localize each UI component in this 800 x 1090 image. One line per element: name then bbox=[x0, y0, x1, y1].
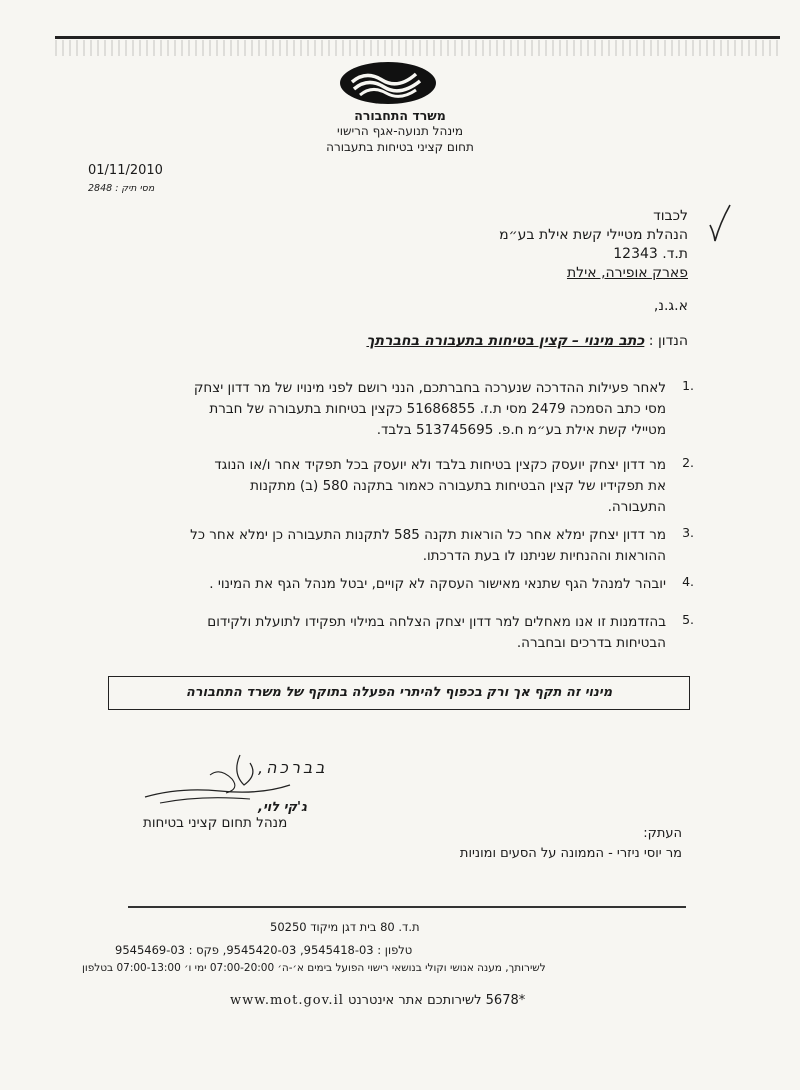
item-number: 2. bbox=[682, 455, 694, 470]
top-rule bbox=[55, 36, 780, 39]
check-mark-icon bbox=[706, 203, 732, 247]
item-number: 5. bbox=[682, 612, 694, 627]
file-number: מסי תיק : 2848 bbox=[88, 183, 155, 194]
recipient-po-box: ת.ד. 12343 bbox=[613, 246, 688, 262]
item-number: 4. bbox=[682, 574, 694, 589]
item-line: מסי כתב הסמכה 2479 מסי ת.ז. 51686855 כקצין בטיחות בתעבורה של חברת bbox=[209, 401, 666, 417]
ministry-name: משרד התחבורה bbox=[354, 108, 446, 123]
validity-notice: מינוי זה תקף אך ורק בכפוף להיתרי הפעלה בתוקף של משרד התחבורה bbox=[108, 676, 690, 710]
item-line: בהזדמנות זו אנו מאחלים למר דדון יצחק הצלחה במילוי תפקידו לתועלת ולקידום bbox=[207, 614, 666, 630]
scan-noise bbox=[55, 40, 780, 56]
greeting: א.ג.נ, bbox=[653, 298, 688, 314]
subject-text: כתב מינוי – קצין בטיחות בתעבורה בחברתך bbox=[366, 333, 645, 349]
cc-recipient: מר יוסי ניזרי - הממונה על הסעים ומוניות bbox=[459, 846, 682, 861]
item-text bbox=[62, 612, 666, 654]
item-text bbox=[62, 574, 666, 595]
division-name: תחום קציני בטיחות בתעבורה bbox=[326, 140, 474, 154]
footer-address: ת.ד. 80 בית דגן מיקוד 50250 bbox=[270, 920, 420, 934]
item-line: הבטיחות בדרכים ובחברה. bbox=[516, 635, 666, 651]
ministry-logo-icon bbox=[338, 60, 438, 110]
item-line: מר דדון יצחק ימלא אחר כל הוראות תקנה 585 לתקנות התעבורה כן ימלא אחר כל bbox=[190, 527, 666, 543]
item-line: מר דדון יצחק יועסק כקצין בטיחות בלבד ולא יועסק בכל תפקיד אחר ו/או הנוגד bbox=[214, 457, 666, 473]
item-text bbox=[62, 525, 666, 567]
cc-label: העתק: bbox=[643, 826, 682, 841]
recipient-company: הנהלת מטיילי קשת אילת בע״מ bbox=[499, 227, 688, 243]
footer-rule bbox=[128, 906, 686, 908]
recipient-salutation: לכבוד bbox=[653, 208, 688, 224]
footer-internet bbox=[230, 993, 525, 1008]
item-line: ההוראות וההנחיות שניתנו לו בעת הדרכתו. bbox=[422, 548, 666, 564]
item-text bbox=[62, 455, 666, 518]
footer-service-hours: לשירותך, מענה אנושי וקולי בנושאי רישוי הפועל בימים א׳-ה׳ 07:00-20:00 ימי ו׳ 07:00-13:00 בטלפון bbox=[82, 962, 546, 974]
item-line: יובהר למנהל הגף שתנאי מאישור העסקה לא קויים, יבטל מנהל הגף את המינוי . bbox=[209, 576, 666, 592]
website-link[interactable]: www.mot.gov.il bbox=[230, 993, 344, 1008]
item-line: את תפקידיו של קצין הבטיחות בתעבורה כאמור בתקנה 580 (ב) מתקנות bbox=[250, 478, 666, 494]
signer-title: מנהל תחום קציני בטיחות bbox=[143, 815, 288, 831]
subject-line bbox=[366, 333, 688, 349]
recipient-address: פארק אופירה, אילת bbox=[566, 265, 688, 281]
letter-date: 01/11/2010 bbox=[88, 163, 163, 178]
item-line: לאחר פעילות ההדרכה שנערכה בחברתכם, הנני רושם לפני מינויו של מר דדון יצחק bbox=[193, 380, 666, 396]
footer-phones: טלפון : 9545418-03, 9545420-03, פקס : 9545469-03 bbox=[115, 943, 413, 957]
item-line: מטיילי קשת אילת בע״מ ח.פ. 513745695 בלבד. bbox=[376, 422, 666, 438]
subject-label: הנדון : bbox=[648, 333, 688, 349]
administration-name: מינהל תנועה-אגף הרישוי bbox=[337, 124, 463, 138]
footer-phone-star: *5678 bbox=[485, 993, 526, 1008]
footer-internet-label: לשירותכם אתר אינטרנט bbox=[348, 993, 482, 1008]
item-number: 3. bbox=[682, 525, 694, 540]
item-number: 1. bbox=[682, 378, 694, 393]
item-text bbox=[62, 378, 666, 441]
signature-greeting: בברכה, bbox=[258, 758, 328, 777]
item-line: התעבורה. bbox=[607, 499, 666, 515]
signer-name: ג'קי לוי, bbox=[258, 800, 307, 815]
